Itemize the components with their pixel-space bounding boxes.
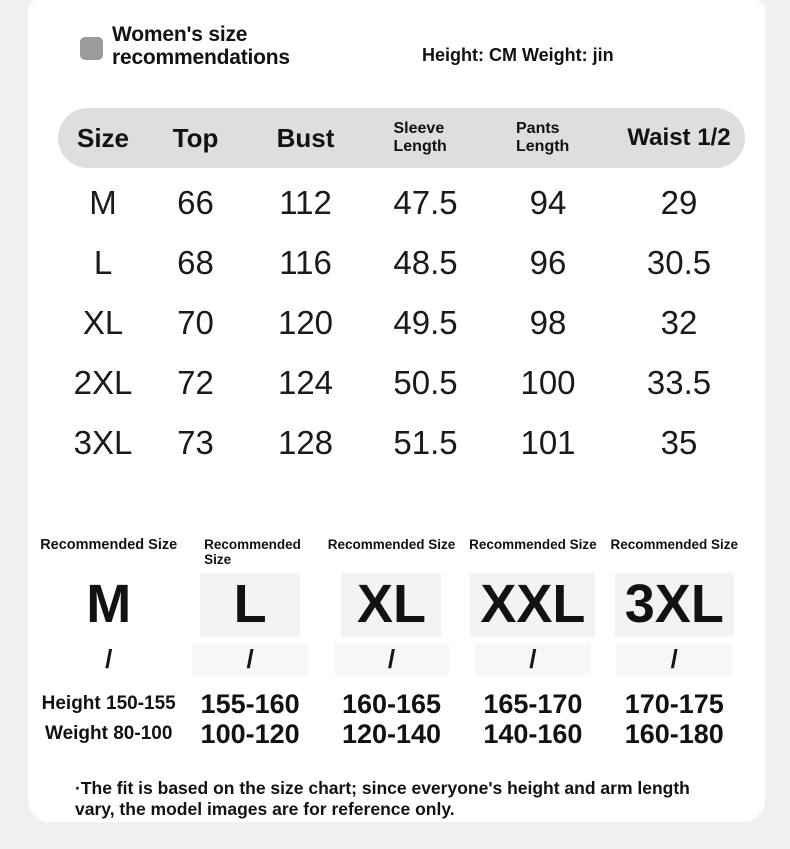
recommendation-column [321,537,462,749]
table-row [58,413,745,473]
cell-top: 73 [177,424,214,461]
height-range: 165-170 [483,689,583,719]
cell-pants: 98 [529,304,567,341]
weight-range: Weight 80-100 [44,723,173,744]
cell-waist: 33.5 [646,364,712,401]
cell-size: M [89,184,117,221]
cell-pants: 101 [520,424,576,461]
recommendation-column [462,537,603,749]
table-row [58,233,745,293]
height-range: 155-160 [200,689,300,719]
cell-pants: 100 [520,364,576,401]
page-title-line2: recommendations [112,46,290,69]
weight-range: 140-160 [483,719,583,749]
cell-size: L [93,244,113,281]
table-row [58,173,745,233]
cell-size: 2XL [73,364,133,401]
height-range: 170-175 [624,689,724,719]
cell-waist: 29 [660,184,698,221]
cell-bust: 112 [279,184,332,221]
footer-note: ·The fit is based on the size chart; since everyone's height and arm length vary, the model images are for reference only. [75,778,690,819]
cell-top: 66 [177,184,214,221]
cell-pants: 94 [529,184,567,221]
recommended-size-label: Recommended Size [327,537,456,552]
cell-waist: 30.5 [646,244,712,281]
column-header-sleeve-length-text: Sleeve Length [393,120,447,155]
column-header-waist: Waist 1/2 [627,124,731,151]
square-bullet-icon [80,37,103,60]
cell-pants: 96 [529,244,567,281]
column-header-pants-length [483,120,613,156]
recommended-size-label: Recommended Size [610,537,739,552]
column-header-top: Top [172,122,219,153]
table-row [58,353,745,413]
size-table-header [58,108,745,168]
cell-bust: 120 [277,304,334,341]
separator-slash: / [616,643,732,675]
cell-top: 68 [177,244,214,281]
recommended-size-value: XXL [470,573,595,637]
cell-size: XL [82,304,124,341]
column-header-size: Size [76,122,130,153]
size-chart-card [28,0,765,822]
cell-size: 3XL [73,424,133,461]
size-table-body [58,173,745,473]
cell-sleeve: 47.5 [393,184,458,221]
column-header-pants-length-text: Pants Length [516,120,570,155]
height-range: Height 150-155 [41,693,176,714]
recommendation-section [38,537,745,749]
page-title-line1: Women's size [112,23,248,46]
column-header-bust: Bust [276,122,335,153]
weight-range: 160-180 [624,719,724,749]
cell-sleeve: 49.5 [393,304,458,341]
recommended-size-value: 3XL [615,573,734,637]
recommendation-column [38,537,179,749]
weight-range: 100-120 [200,719,300,749]
page-title [112,23,290,69]
separator-slash: / [105,644,113,674]
recommended-size-value: M [86,574,132,634]
recommendation-column [604,537,745,749]
cell-waist: 32 [660,304,698,341]
separator-slash: / [475,643,591,675]
cell-sleeve: 48.5 [393,244,458,281]
recommendation-column [179,537,320,749]
recommended-size-value: L [200,573,300,637]
cell-sleeve: 50.5 [393,364,458,401]
table-row [58,293,745,353]
separator-slash: / [334,643,450,675]
units-note: Height: CM Weight: jin [422,45,614,65]
column-header-sleeve-length [368,120,483,156]
weight-range: 120-140 [341,719,442,749]
recommended-size-label: Recommended Size [204,537,301,567]
cell-bust: 128 [277,424,334,461]
cell-top: 72 [177,364,214,401]
height-range: 160-165 [341,689,442,719]
recommended-size-label: Recommended Size [469,537,597,552]
cell-bust: 116 [279,244,332,281]
separator-slash: / [192,643,308,675]
recommended-size-label: Recommended Size [40,537,178,553]
cell-sleeve: 51.5 [393,424,458,461]
cell-waist: 35 [660,424,698,461]
cell-bust: 124 [277,364,334,401]
cell-top: 70 [177,304,214,341]
recommended-size-value: XL [341,573,441,637]
